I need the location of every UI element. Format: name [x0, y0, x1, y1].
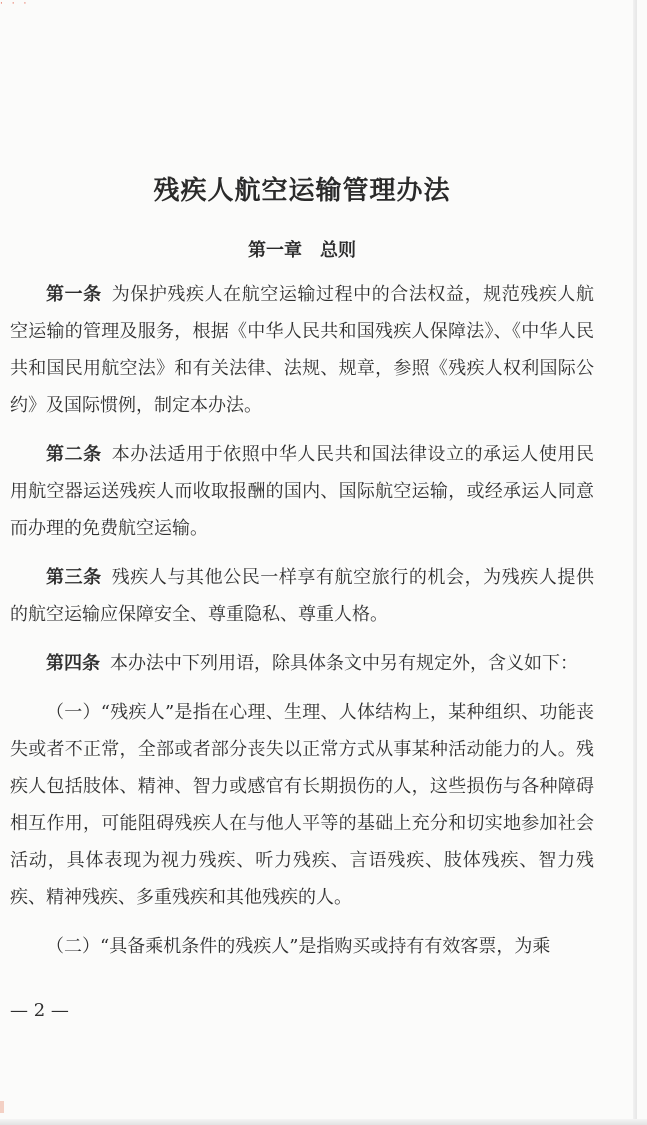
article-3-text: 残疾人与其他公民一样享有航空旅行的机会，为残疾人提供的航空运输应保障安全、尊重隐私、尊重人格。: [10, 567, 595, 625]
article-3: [10, 559, 594, 633]
item-1-label: （一）: [46, 702, 101, 723]
document-body: [10, 276, 594, 977]
article-4: [10, 645, 594, 682]
article-2: [10, 436, 594, 547]
article-2-text: 本办法适用于依照中华人民共和国法律设立的承运人使用民用航空器运送残疾人而收取报酬的国内、国际航空运输，或经承运人同意而办理的免费航空运输。: [10, 444, 595, 539]
bottom-print-mark: [0, 1101, 4, 1113]
item-2-text: “具备乘机条件的残疾人”是指购买或持有有效客票，为乘: [100, 936, 551, 957]
page-right-edge: [633, 0, 637, 1125]
page-number: — 2 —: [10, 1000, 69, 1021]
article-1: [10, 276, 594, 424]
article-4-label: 第四条: [46, 653, 100, 674]
item-1: [10, 694, 594, 916]
chapter-heading: 第一章 总则: [248, 240, 356, 261]
page-bottom-edge: [0, 1119, 647, 1125]
item-2-label: （二）: [46, 936, 100, 957]
document-title: 残疾人航空运输管理办法: [153, 176, 451, 206]
article-3-label: 第三条: [46, 567, 102, 588]
corner-print-mark: · · ·: [0, 0, 30, 8]
article-1-label: 第一条: [46, 284, 102, 305]
article-1-text: 为保护残疾人在航空运输过程中的合法权益，规范残疾人航空运输的管理及服务，根据《中华人民共和国残疾人保障法》、《中华人民共和国民用航空法》和有关法律、法规、规章，参照《残疾人权利国际公约》及国际惯例，制定本办法。: [10, 284, 595, 416]
article-2-label: 第二条: [46, 444, 102, 465]
item-1-text: “残疾人”是指在心理、生理、人体结构上，某种组织、功能丧失或者不正常，全部或者部分丧失以正常方式从事某种活动能力的人。残疾人包括肢体、精神、智力或感官有长期损伤的人，这些损伤与各种障碍相互作用，可能阻碍残疾人在与他人平等的基础上充分和切实地参加社会活动，具体表现为视力残疾、听力残疾、言语残疾、肢体残疾、智力残疾、精神残疾、多重残疾和其他残疾的人。: [10, 702, 595, 908]
article-4-text: 本办法中下列用语，除具体条文中另有规定外，含义如下：: [110, 653, 578, 674]
item-2: [10, 928, 594, 965]
